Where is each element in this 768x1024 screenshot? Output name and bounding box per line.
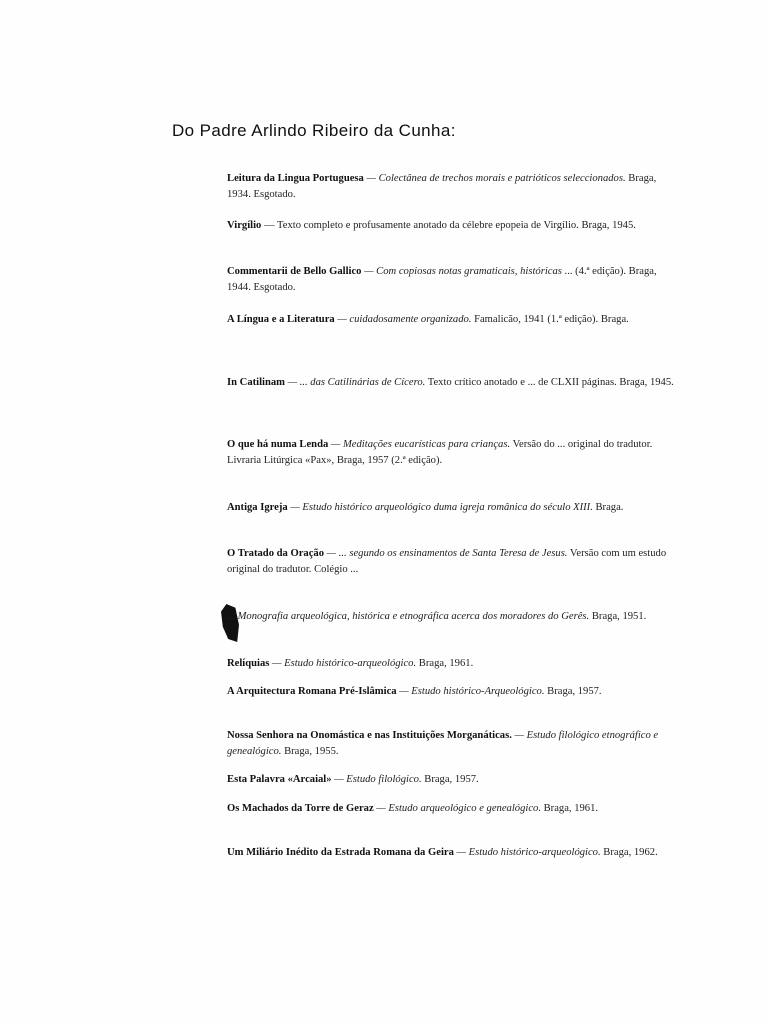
entry-publication: ... (4.ª edição). Braga, 1944. Esgotado. (227, 266, 657, 293)
entry-title: A Língua e a Literatura (227, 314, 335, 325)
entry-publication: Braga, 1957. (421, 774, 479, 785)
entry-description: — Estudo histórico-arqueológico. (269, 658, 417, 669)
entry-title: Relíquias (227, 658, 270, 669)
entry-publication: Versão do ... original do tradutor. Livraria Litúrgica «Pax», Braga, 1957 (2.ª edição). (227, 439, 653, 466)
entry-publication: — Texto completo e profusamente anotado da célebre epopeia de Virgílio. Braga, 1945. (261, 220, 636, 231)
entry-title: Os Machados da Torre de Geraz (227, 803, 374, 814)
entry-publication: Braga, 1961. (416, 658, 474, 669)
entry-description: — Estudo filológico etnográfico e genealógico. (227, 730, 659, 757)
entry-publication: Braga, 1955. (281, 745, 339, 757)
entry-title: Nossa Senhora na Onomástica e nas Instituições Morganáticas. (227, 730, 512, 741)
entry-title: Virgílio (227, 220, 262, 231)
bibliography-entry (227, 375, 679, 391)
entry-description: — ... das Catilinárias de Cícero. (284, 377, 426, 388)
entry-title: O que há numa Lenda (227, 439, 329, 450)
entry-publication: Braga, 1962. (600, 847, 658, 858)
entry-publication: Versão com um estudo original do tradutor. Colégio ... (227, 548, 667, 575)
entry-publication: Famalicão, 1941 (1.ª edição). Braga. (471, 314, 629, 325)
bibliography-entry (227, 264, 679, 295)
entry-title: Leitura da Lingua Portuguesa (227, 173, 364, 184)
entry-publication: Braga, 1957. (544, 686, 602, 697)
entry-description: ... Monografia arqueológica, histórica e etnográfica acerca dos moradores do Gerês. (227, 611, 590, 622)
entry-description: — Estudo filológico. (331, 774, 422, 785)
bibliography-entry (227, 684, 679, 700)
entry-description: — Estudo histórico-arqueológico. (453, 847, 601, 858)
bibliography-entry (227, 845, 679, 861)
entry-description: — cuidadosamente organizado. (334, 314, 472, 325)
bibliography-entry (227, 656, 679, 672)
bibliography-entry (227, 801, 679, 817)
entry-title: A Arquitectura Romana Pré-Islâmica (227, 686, 397, 697)
page-heading: Do Padre Arlindo Ribeiro da Cunha: (172, 121, 456, 140)
bibliography-entry (227, 772, 679, 788)
entry-title: Commentarii de Bello Gallico (227, 266, 362, 277)
entry-title: In Catilinam (227, 377, 285, 388)
entry-description: — Estudo arqueológico e genealógico. (373, 803, 541, 814)
entry-title: Esta Palavra «Arcaial» (227, 774, 332, 785)
entry-description: — Com copiosas notas gramaticais, históricas (361, 266, 562, 277)
entry-title: O Tratado da Oração (227, 548, 325, 559)
entry-publication: Braga. (592, 502, 624, 513)
bibliography-entry (227, 218, 679, 234)
bibliography-entry (227, 171, 679, 202)
entry-publication: Braga, 1961. (540, 803, 599, 814)
entry-description: — Estudo histórico-Arqueológico. (396, 686, 545, 697)
bibliography-entry (227, 500, 679, 516)
bibliography-entry (227, 312, 679, 328)
entry-publication: Texto crítico anotado e ... de CLXII páginas. Braga, 1945. (425, 377, 674, 388)
entry-publication: Braga, 1951. (589, 611, 647, 622)
entry-description: — Colectânea de trechos morais e patrióticos seleccionados. (363, 173, 626, 184)
entry-description: — Meditações eucarísticas para crianças. (328, 439, 511, 450)
entry-description: — Estudo histórico arqueológico duma igreja românica do século XIII. (287, 502, 593, 513)
bibliography-entry (227, 546, 679, 577)
entry-title: Antiga Igreja (227, 502, 288, 513)
entry-publication: Braga, 1934. Esgotado. (227, 173, 657, 200)
entry-title: Um Miliário Inédito da Estrada Romana da Geira (227, 847, 454, 858)
bibliography-entry (227, 728, 679, 759)
entry-description: — ... segundo os ensinamentos de Santa Teresa de Jesus. (324, 548, 568, 559)
bibliography-entry (227, 609, 679, 625)
bibliography-entry (227, 437, 679, 468)
